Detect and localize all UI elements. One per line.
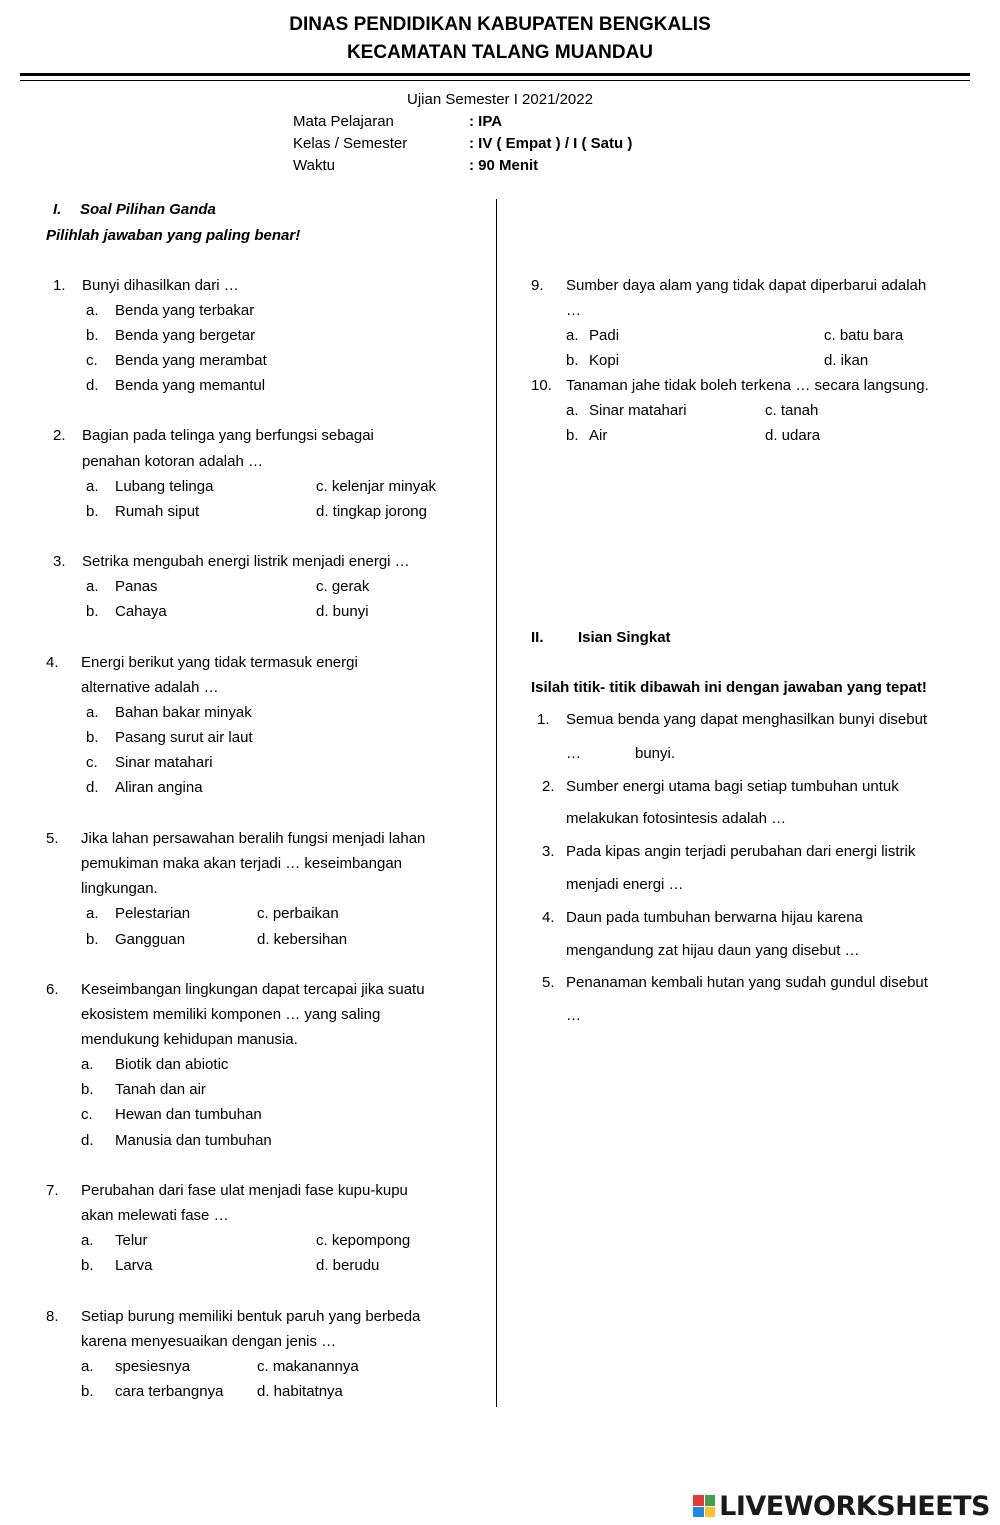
option-text: c. tanah [765, 402, 819, 419]
option-letter: b. [81, 1383, 94, 1400]
option-letter: a. [81, 1056, 94, 1073]
option-letter: a. [81, 1358, 94, 1375]
question-text: pemukiman maka akan terjadi … keseimbangan [81, 855, 402, 872]
option-text: c. gerak [316, 578, 370, 595]
option-text: Kopi [589, 352, 620, 369]
short-question-text: bunyi. [635, 745, 676, 762]
option-text: spesiesnya [115, 1358, 191, 1375]
option-text: Manusia dan tumbuhan [115, 1132, 272, 1149]
option-text: Benda yang terbakar [115, 302, 255, 319]
option-letter: d. [81, 1132, 94, 1149]
option-letter: a. [86, 478, 99, 495]
question-text: Tanaman jahe tidak boleh terkena … secara langsung. [566, 377, 929, 394]
header-subtitle: KECAMATAN TALANG MUANDAU [346, 42, 654, 63]
option-text: Bahan bakar minyak [115, 704, 252, 721]
option-text: cara terbangnya [115, 1383, 224, 1400]
short-question-text: mengandung zat hijau daun yang disebut … [566, 942, 860, 959]
short-question-number: 4. [542, 909, 555, 926]
option-text: Benda yang merambat [115, 352, 267, 369]
question-text: lingkungan. [81, 880, 158, 897]
option-text: Hewan dan tumbuhan [115, 1106, 262, 1123]
question-text: penahan kotoran adalah … [82, 453, 263, 470]
question-number: 9. [531, 277, 544, 294]
question-text: alternative adalah … [81, 679, 219, 696]
question-number: 8. [46, 1308, 59, 1325]
option-text: Sinar matahari [589, 402, 687, 419]
option-letter: a. [86, 578, 99, 595]
short-question-number: 1. [537, 711, 550, 728]
question-text: mendukung kehidupan manusia. [81, 1031, 298, 1048]
question-text: ekosistem memiliki komponen … yang saling [81, 1006, 381, 1023]
option-letter: b. [81, 1257, 94, 1274]
short-question-text: melakukan fotosintesis adalah … [566, 810, 787, 827]
option-letter: b. [81, 1081, 94, 1098]
header-title: DINAS PENDIDIKAN KABUPATEN BENGKALIS [289, 14, 711, 35]
liveworksheets-logo[interactable] [693, 1488, 990, 1524]
option-text: Lubang telinga [115, 478, 214, 495]
liveworksheets-mark-icon [693, 1495, 715, 1517]
short-question-text: Sumber energi utama bagi setiap tumbuhan untuk [566, 778, 899, 795]
question-number: 1. [53, 277, 66, 294]
field-value-subject: : IPA [469, 113, 503, 130]
option-text: Benda yang memantul [115, 377, 266, 394]
question-number: 3. [53, 553, 66, 570]
question-number: 10. [531, 377, 552, 394]
option-text: Pelestarian [115, 905, 191, 922]
short-question-number: 3. [542, 843, 555, 860]
option-letter: b. [566, 352, 579, 369]
option-letter: b. [86, 931, 99, 948]
option-text: d. habitatnya [257, 1383, 343, 1400]
short-question-text: Semua benda yang dapat menghasilkan bunyi disebut [566, 711, 928, 728]
option-letter: c. [81, 1106, 93, 1123]
option-text: d. udara [765, 427, 821, 444]
option-text: Pasang surut air laut [115, 729, 253, 746]
question-text: Setrika mengubah energi listrik menjadi energi … [82, 553, 410, 570]
short-question-number: 2. [542, 778, 555, 795]
option-letter: b. [86, 503, 99, 520]
short-question-text: Penanaman kembali hutan yang sudah gundul disebut [566, 974, 928, 991]
section1-title: Soal Pilihan Ganda [80, 201, 216, 218]
short-question-blank: … [566, 1007, 581, 1024]
option-text: d. berudu [316, 1257, 380, 1274]
option-text: Telur [115, 1232, 148, 1249]
option-letter: b. [86, 603, 99, 620]
option-text: c. kelenjar minyak [316, 478, 437, 495]
question-text: Bunyi dihasilkan dari … [82, 277, 239, 294]
short-question-text: menjadi energi … [566, 876, 684, 893]
question-number: 6. [46, 981, 59, 998]
section1-instruction: Pilihlah jawaban yang paling benar! [46, 227, 301, 244]
option-letter: c. [86, 754, 98, 771]
column-divider [496, 199, 497, 1407]
field-label-class: Kelas / Semester [293, 135, 408, 152]
question-number: 5. [46, 830, 59, 847]
option-text: Cahaya [115, 603, 167, 620]
short-question-text: Daun pada tumbuhan berwarna hijau karena [566, 909, 863, 926]
option-letter: b. [86, 327, 99, 344]
question-text: Energi berikut yang tidak termasuk energi [81, 654, 358, 671]
option-text: c. makanannya [257, 1358, 359, 1375]
field-label-time: Waktu [293, 157, 335, 174]
option-letter: b. [566, 427, 579, 444]
option-letter: b. [86, 729, 99, 746]
option-text: d. ikan [824, 352, 869, 369]
question-text: Setiap burung memiliki bentuk paruh yang berbeda [81, 1308, 421, 1325]
section2-title: Isian Singkat [578, 629, 671, 646]
option-letter: a. [566, 327, 579, 344]
option-text: d. tingkap jorong [316, 503, 427, 520]
option-letter: a. [86, 704, 99, 721]
option-text: c. kepompong [316, 1232, 411, 1249]
logo-square [693, 1507, 704, 1518]
option-text: c. perbaikan [257, 905, 339, 922]
option-letter: a. [86, 905, 99, 922]
question-text: Bagian pada telinga yang berfungsi sebagai [82, 427, 374, 444]
question-text: Keseimbangan lingkungan dapat tercapai jika suatu [81, 981, 425, 998]
section2-instruction: Isilah titik- titik dibawah ini dengan jawaban yang tepat! [531, 679, 927, 696]
question-text: … [566, 302, 581, 319]
option-letter: a. [86, 302, 99, 319]
question-text: akan melewati fase … [81, 1207, 229, 1224]
option-text: d. bunyi [316, 603, 369, 620]
option-text: Gangguan [115, 931, 186, 948]
option-text: Sinar matahari [115, 754, 213, 771]
logo-square [705, 1507, 716, 1518]
option-text: d. kebersihan [257, 931, 348, 948]
option-text: Aliran angina [115, 779, 203, 796]
short-question-number: 5. [542, 974, 555, 991]
option-text: Larva [115, 1257, 153, 1274]
option-text: Benda yang bergetar [115, 327, 256, 344]
option-text: c. batu bara [824, 327, 904, 344]
option-text: Padi [589, 327, 620, 344]
option-letter: a. [566, 402, 579, 419]
option-text: Tanah dan air [115, 1081, 206, 1098]
option-text: Panas [115, 578, 158, 595]
question-number: 4. [46, 654, 59, 671]
header-rule-thin [20, 80, 970, 81]
liveworksheets-brand: LIVEWORKSHEETS [719, 1490, 990, 1522]
question-number: 2. [53, 427, 66, 444]
section1-roman: I. [53, 201, 62, 218]
option-text: Rumah siput [115, 503, 200, 520]
section2-roman: II. [531, 629, 544, 646]
option-text: Air [589, 427, 608, 444]
exam-title: Ujian Semester I 2021/2022 [407, 91, 593, 108]
short-question-text: Pada kipas angin terjadi perubahan dari energi listrik [566, 843, 916, 860]
option-letter: a. [81, 1232, 94, 1249]
short-question-blank: … [566, 745, 581, 762]
field-label-subject: Mata Pelajaran [293, 113, 394, 130]
option-letter: d. [86, 377, 99, 394]
question-text: Jika lahan persawahan beralih fungsi menjadi lahan [81, 830, 426, 847]
logo-square [693, 1495, 704, 1506]
option-letter: c. [86, 352, 98, 369]
question-number: 7. [46, 1182, 59, 1199]
option-letter: d. [86, 779, 99, 796]
question-text: Perubahan dari fase ulat menjadi fase kupu-kupu [81, 1182, 408, 1199]
option-text: Biotik dan abiotic [115, 1056, 229, 1073]
question-text: karena menyesuaikan dengan jenis … [81, 1333, 337, 1350]
logo-square [705, 1495, 716, 1506]
field-value-time: : 90 Menit [469, 157, 539, 174]
field-value-class: : IV ( Empat ) / I ( Satu ) [469, 135, 633, 152]
header-rule-thick [20, 73, 970, 76]
question-text: Sumber daya alam yang tidak dapat diperbarui adalah [566, 277, 927, 294]
